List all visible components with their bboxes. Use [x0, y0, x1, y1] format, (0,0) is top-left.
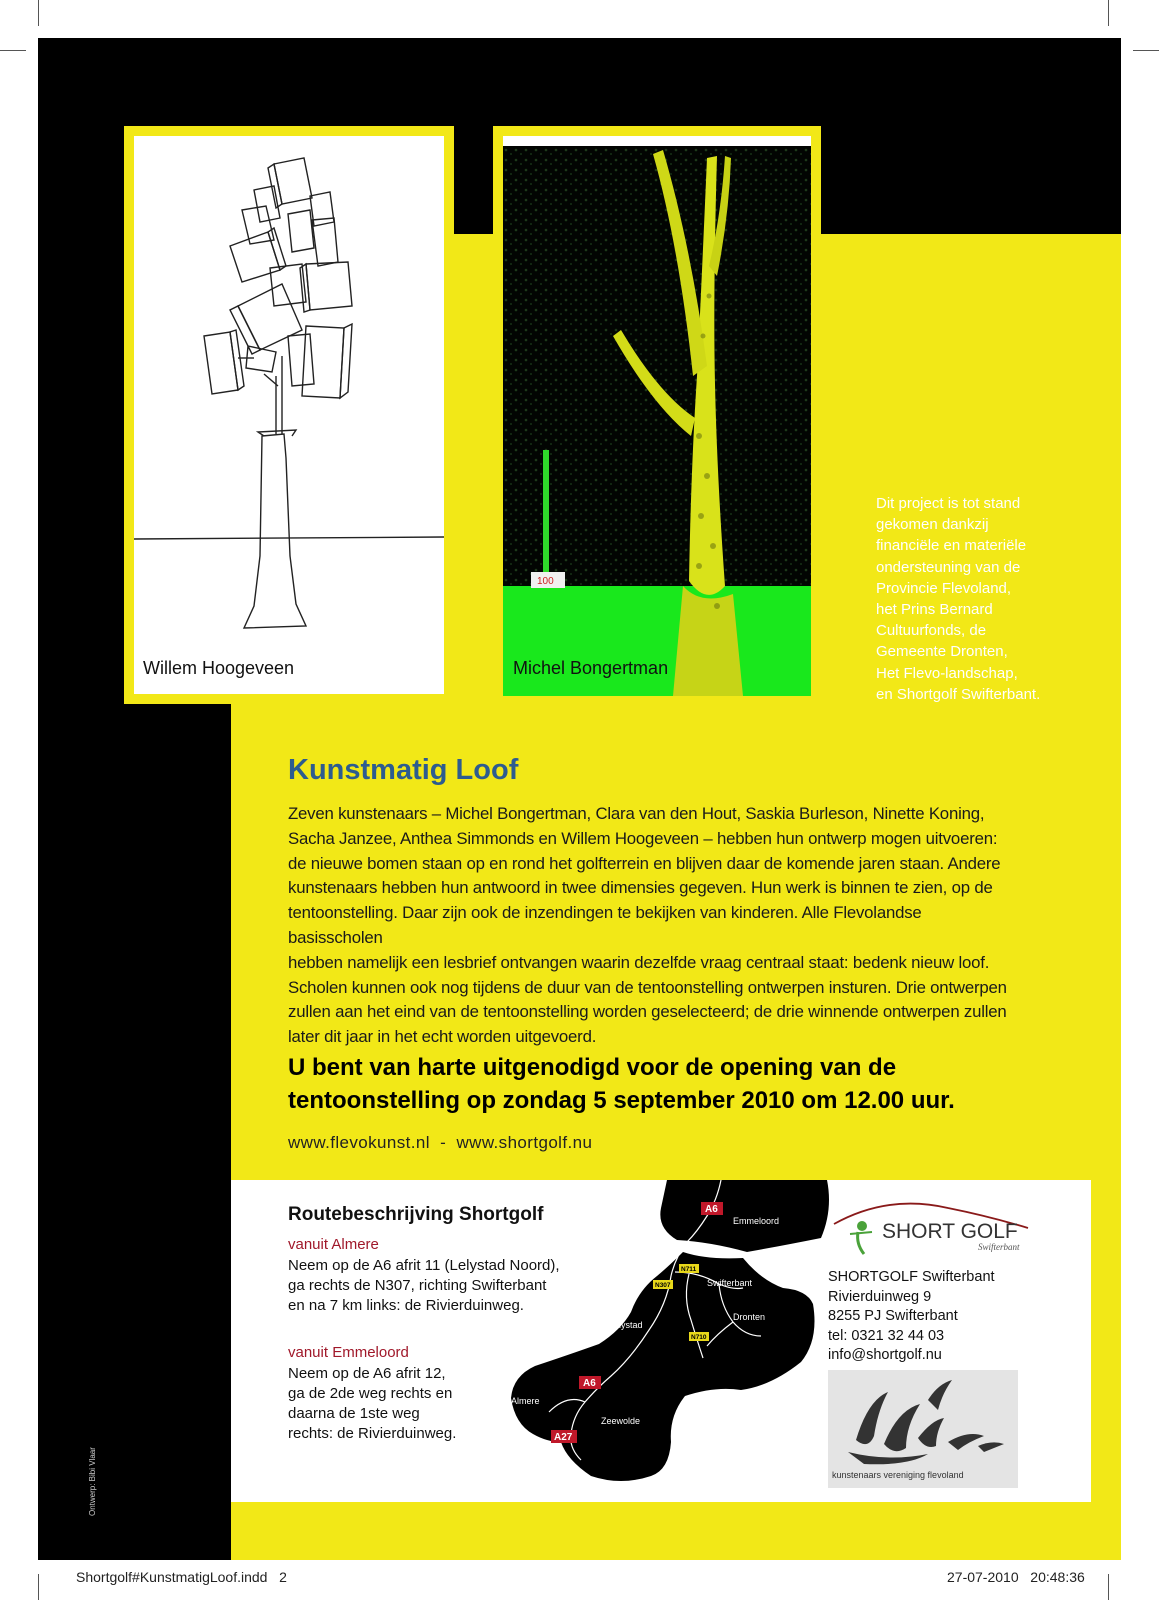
shortgolf-address	[828, 1268, 995, 1366]
article-line: later dit jaar in het echt worden uitgevoerd.	[288, 1027, 597, 1047]
article-line: hebben namelijk een lesbrief ontvangen waarin dezelfde vraag centraal staat: bedenk nieuw loof.	[288, 952, 990, 972]
from-almere-label: vanuit Almere	[288, 1236, 379, 1253]
tree-photo-caption: Michel Bongertman	[513, 658, 669, 678]
direction-line: daarna de 1ste weg	[288, 1405, 420, 1422]
map-label-dronten: Dronten	[733, 1312, 766, 1322]
address-line: Rivierduinweg 9	[828, 1288, 932, 1305]
article-body	[288, 802, 1008, 1050]
map-road-n710: N710	[691, 1334, 707, 1341]
address-line: tel: 0321 32 44 03	[828, 1327, 945, 1344]
credits-line: Cultuurfonds, de	[876, 622, 987, 640]
invitation-line: U bent van harte uitgenodigd voor de opening van de	[288, 1054, 897, 1081]
article-line: kunstenaars hebben hun antwoord in twee dimensies gegeven. Hun werk is binnen te zien, op de	[288, 878, 993, 898]
credits-line: ondersteuning van de	[876, 558, 1021, 576]
article-line: de nieuwe bomen staan op en rond het golfterrein en blijven daar de komende jaren staan. Andere	[288, 853, 1001, 873]
direction-line: Neem op de A6 afrit 12,	[288, 1365, 446, 1382]
credits-line: Gemeente Dronten,	[876, 643, 1008, 661]
map-label-lelystad: Lelystad	[609, 1320, 643, 1330]
credits-line: financiële en materiële	[876, 537, 1027, 555]
shortgolf-logo-main: SHORT GOLF	[882, 1220, 1018, 1243]
invitation-text	[288, 1051, 1068, 1117]
kvf-logo-text: kunstenaars vereniging flevoland	[832, 1470, 964, 1480]
map-label-swifterbant: Swifterbant	[707, 1278, 753, 1288]
crop-mark	[0, 50, 26, 51]
direction-line: rechts: de Rivierduinweg.	[288, 1425, 457, 1442]
flyer-page	[38, 38, 1121, 1560]
address-line: 8255 PJ Swifterbant	[828, 1308, 958, 1325]
credits-line: het Prins Bernard	[876, 601, 993, 619]
shortgolf-logo[interactable]	[828, 1198, 1038, 1258]
shortgolf-logo-sub: Swifterbant	[978, 1242, 1020, 1252]
address-line: SHORTGOLF Swifterbant	[828, 1269, 995, 1285]
invitation-line: tentoonstelling op zondag 5 september 2010 om 12.00 uur.	[288, 1087, 955, 1114]
website-links[interactable]: www.flevokunst.nl - www.shortgolf.nu	[288, 1133, 593, 1152]
direction-line: ga de 2de weg rechts en	[288, 1385, 453, 1402]
map-label-almere: Almere	[511, 1396, 540, 1406]
svg-text:100: 100	[537, 576, 554, 587]
footer-filename: Shortgolf#KunstmatigLoof.indd 2	[76, 1569, 287, 1585]
credits-line: en Shortgolf Swifterbant.	[876, 685, 1041, 703]
footer-timestamp: 27-07-2010 20:48:36	[947, 1569, 1085, 1585]
design-credit: Ontwerp: Bibi Vlaar	[88, 1447, 97, 1516]
map-road-n307: N307	[655, 1282, 671, 1289]
tree-photo	[503, 136, 811, 696]
credits-line: Dit project is tot stand	[876, 495, 1021, 512]
crop-mark	[38, 1574, 39, 1600]
crop-mark	[38, 0, 39, 26]
map-label-zeewolde: Zeewolde	[601, 1416, 641, 1426]
kvf-logo	[828, 1370, 1018, 1488]
article-line: Zeven kunstenaars – Michel Bongertman, Clara van den Hout, Saskia Burleson, Ninette Koning,	[288, 804, 985, 823]
map-road-a27: A27	[554, 1432, 573, 1443]
article-line: Scholen kunnen ook nog tijdens de duur van de tentoonstelling ontwerpen insturen. Drie ontwerpen	[288, 977, 1007, 997]
route-title: Routebeschrijving Shortgolf	[288, 1204, 544, 1225]
crop-mark	[1108, 0, 1109, 26]
direction-line: Neem op de A6 afrit 11 (Lelystad Noord),	[288, 1257, 560, 1274]
from-emmeloord-label: vanuit Emmeloord	[288, 1344, 409, 1361]
map-road-a6-top: A6	[705, 1204, 718, 1215]
direction-line: ga rechts de N307, richting Swifterbant	[288, 1277, 547, 1294]
article-line: Sacha Janzee, Anthea Simmonds en Willem Hoogeveen – hebben hun ontwerp mogen uitvoeren:	[288, 828, 998, 848]
route-map	[471, 1180, 851, 1502]
crop-mark	[1108, 1574, 1109, 1600]
sponsor-credits	[876, 493, 1076, 705]
route-panel	[231, 1180, 1091, 1502]
article-line: zullen aan het eind van de tentoonstelling worden geselecteerd; de drie winnende ontwerpen zullen	[288, 1002, 1007, 1022]
map-label-emmeloord: Emmeloord	[733, 1216, 780, 1226]
crop-mark	[1133, 50, 1159, 51]
sketch-image-caption: Willem Hoogeveen	[143, 658, 295, 678]
credits-line: Het Flevo-landschap,	[876, 664, 1018, 682]
map-road-n711: N711	[681, 1266, 697, 1273]
map-road-a6-mid: A6	[583, 1378, 596, 1389]
sketch-image-frame	[124, 126, 454, 704]
article-line: tentoonstelling. Daar zijn ook de inzendingen te bekijken van kinderen. Alle Flevolandse basisscholen	[288, 903, 922, 947]
sketch-image	[134, 136, 444, 694]
email-link[interactable]: info@shortgolf.nu	[828, 1347, 942, 1364]
article-title: Kunstmatig Loof	[288, 754, 519, 786]
credits-line: Provincie Flevoland,	[876, 579, 1012, 597]
credits-line: gekomen dankzij	[876, 516, 989, 534]
direction-line: en na 7 km links: de Rivierduinweg.	[288, 1297, 524, 1314]
tree-photo-frame	[493, 126, 821, 706]
